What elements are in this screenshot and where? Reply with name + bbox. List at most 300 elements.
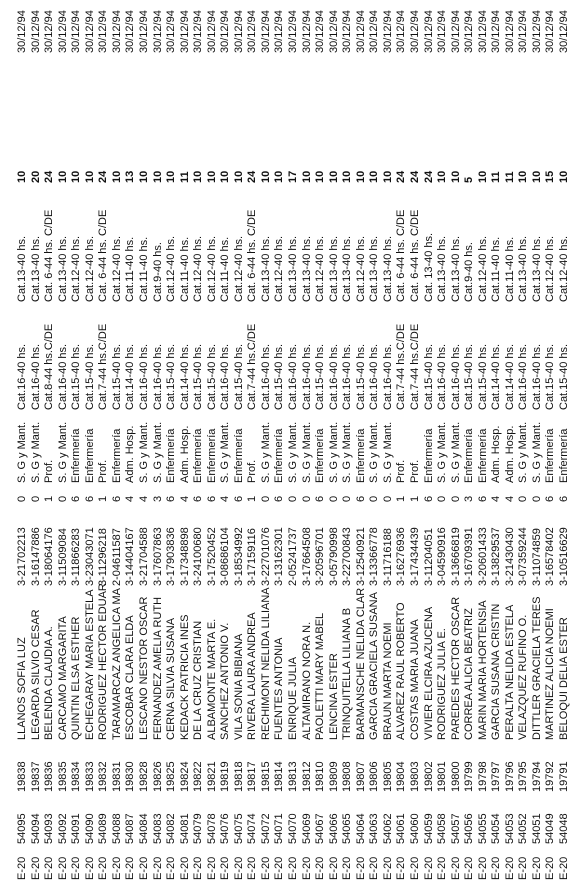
employee-name: RODRIGUEZ JULIA E.: [436, 628, 449, 740]
points-value: 24: [43, 170, 56, 183]
current-category: Cat.16-40 hs.: [436, 343, 449, 410]
section-code: E-20: [165, 856, 178, 880]
code-digit: 6: [558, 495, 570, 502]
section-code: E-20: [205, 856, 218, 880]
new-category: Cat.11-40 hs.: [490, 236, 503, 302]
points-value: 11: [178, 171, 191, 183]
employee-name: LESCANO NESTOR OSCAR: [137, 596, 150, 740]
department: Prof.: [246, 459, 259, 483]
points-value: 10: [259, 170, 272, 183]
file-number: 19815: [259, 761, 272, 792]
new-category: Cat.12-40 hs.: [205, 235, 218, 302]
new-category: Cat.13-40 hs.: [530, 235, 543, 302]
record-number: 54061: [395, 813, 408, 844]
document-number: 3-20601433: [476, 527, 489, 586]
new-category: Cat.9-40 hs.: [463, 242, 476, 302]
date: 30/12/94: [110, 10, 123, 53]
points-value: 10: [192, 170, 205, 183]
code-digit: 0: [300, 495, 313, 502]
employee-name: ECHEGARAY MARIA ESTELA: [83, 589, 96, 740]
current-category: Cat.16-40 hs.: [29, 343, 42, 410]
points-value: 10: [341, 170, 354, 183]
code-digit: 6: [165, 495, 178, 502]
file-number: 19819: [219, 761, 232, 792]
new-category: Cat.11-40 hs.: [503, 236, 516, 302]
document-number: 3-05790998: [327, 527, 340, 586]
current-category: Cat.16-40 hs.: [56, 343, 69, 410]
department: S. G y Mant.: [219, 421, 232, 483]
current-category: Cat.16-40 hs.: [368, 343, 381, 410]
file-number: 19812: [300, 761, 313, 792]
new-category: Cat.13-40 hs.: [300, 235, 313, 302]
file-number: 19818: [232, 761, 245, 792]
code-digit: 0: [56, 495, 69, 502]
file-number: 19791: [558, 761, 570, 792]
points-value: 10: [530, 170, 543, 183]
current-category: Cat.15-40 hs.: [314, 343, 327, 410]
current-category: Cat.15-40 hs.: [354, 343, 367, 410]
current-category: Cat.16-40 hs.: [137, 343, 150, 410]
new-category: Cat.12-40 hs.: [314, 235, 327, 302]
code-digit: 6: [273, 495, 286, 502]
date: 30/12/94: [490, 10, 503, 53]
date: 30/12/94: [273, 10, 286, 53]
current-category: Cat.15-40 hs.: [232, 343, 245, 410]
date: 30/12/94: [97, 10, 110, 53]
employee-name: VELAZQUEZ RUFINO O.: [517, 614, 530, 740]
current-category: Cat.15-40 hs.: [422, 343, 435, 410]
section-code: E-20: [558, 856, 570, 880]
date: 30/12/94: [70, 10, 83, 53]
code-digit: 6: [422, 495, 435, 502]
code-digit: 4: [124, 495, 137, 502]
section-code: E-20: [246, 856, 259, 880]
record-number: 54048: [558, 813, 570, 844]
record-number: 54051: [530, 813, 543, 844]
department: S. G y Mant.: [341, 421, 354, 483]
record-number: 54069: [300, 813, 313, 844]
current-category: Cat.15-40 hs.: [544, 343, 557, 410]
new-category: Cat.13-40 hs.: [341, 235, 354, 302]
department: S. G y Mant.: [368, 421, 381, 483]
current-category: Cat.14-40 hs.: [490, 343, 503, 410]
section-code: E-20: [368, 856, 381, 880]
file-number: 19834: [70, 761, 83, 792]
employee-name: ALTAMIRANO NORA N.: [300, 621, 313, 740]
date: 30/12/94: [246, 10, 259, 53]
employee-name: ENRIQUE JULIA: [287, 656, 299, 740]
points-value: 10: [137, 170, 150, 183]
employee-name: BARMANSCHE NELIDA CLAR: [354, 587, 367, 740]
employee-name: RODRIGUEZ HECTOR EDUAR: [97, 583, 110, 740]
document-number: 3-16276936: [395, 527, 408, 586]
new-category: Cat.12-40 hs.: [476, 235, 489, 302]
file-number: 19809: [327, 761, 340, 792]
file-number: 19832: [97, 761, 110, 792]
record-number: 54089: [97, 813, 110, 844]
points-value: 10: [151, 170, 164, 183]
document-number: 3-13829537: [490, 527, 503, 586]
points-value: 10: [110, 170, 123, 183]
points-value: 11: [490, 171, 503, 183]
code-digit: 6: [232, 495, 245, 502]
department: Enfermería: [232, 428, 245, 483]
current-category: Cat.16-40 hs.: [219, 343, 232, 410]
file-number: 19798: [476, 761, 489, 792]
employee-name: LENCINA ESTER: [327, 653, 340, 740]
document-number: 3-08686104: [219, 527, 232, 586]
department: S. G y Mant.: [29, 421, 42, 483]
date: 30/12/94: [395, 10, 408, 53]
document-number: 2-04611587: [110, 528, 123, 586]
document-number: 3-04590916: [436, 527, 449, 586]
current-category: Cat.15-40 hs.: [83, 343, 96, 410]
department: Adm. Hosp.: [124, 425, 137, 483]
file-number: 19797: [490, 761, 503, 792]
file-number: 19792: [544, 761, 557, 792]
record-number: 54057: [449, 813, 462, 844]
record-number: 54094: [29, 813, 42, 844]
new-category: Cat.12-40 hs.: [544, 235, 557, 302]
points-value: 10: [314, 170, 327, 183]
record-number: 54095: [16, 813, 28, 844]
section-code: E-20: [110, 856, 123, 880]
department: Enfermería: [354, 428, 367, 483]
file-number: 19808: [341, 761, 354, 792]
code-digit: 6: [314, 495, 327, 502]
date: 30/12/94: [544, 10, 557, 53]
section-code: E-20: [124, 856, 137, 880]
date: 30/12/94: [56, 10, 69, 53]
section-code: E-20: [327, 856, 340, 880]
code-digit: 0: [29, 495, 42, 502]
department: Enfermería: [110, 428, 123, 483]
file-number: 19837: [29, 761, 42, 792]
new-category: Cat.9-40 hs.: [151, 242, 164, 302]
department: S. G y Mant.: [381, 421, 394, 483]
file-number: 19804: [395, 761, 408, 792]
file-number: 19838: [16, 761, 28, 792]
record-number: 54064: [354, 813, 367, 844]
new-category: Cat.13-40 hs.: [381, 235, 394, 302]
department: Adm. Hosp.: [490, 425, 503, 483]
document-number: 3-24100680: [192, 527, 205, 586]
points-value: 10: [300, 170, 313, 183]
new-category: Cat.13-40 hs.: [327, 235, 340, 302]
current-category: Cat.16-40 hs.: [16, 343, 28, 410]
department: Enfermería: [70, 428, 83, 483]
date: 30/12/94: [192, 10, 205, 53]
code-digit: 0: [259, 495, 272, 502]
points-value: 10: [381, 170, 394, 183]
code-digit: 6: [476, 495, 489, 502]
current-category: Cat.14-40 hs.: [124, 343, 137, 410]
date: 30/12/94: [517, 10, 530, 53]
points-value: 24: [395, 170, 408, 183]
date: 30/12/94: [124, 10, 137, 53]
file-number: 19825: [165, 761, 178, 792]
code-digit: 1: [408, 495, 421, 502]
points-value: 10: [232, 170, 245, 183]
section-code: E-20: [381, 856, 394, 880]
code-digit: 1: [97, 495, 110, 502]
new-category: Cat.13-40 hs.: [436, 235, 449, 302]
document-number: 3-11716188: [381, 528, 394, 586]
employee-name: ALVAREZ RAUL ROBERTO: [395, 602, 408, 740]
new-category: Cat.12-40 hs.: [83, 235, 96, 302]
new-category: Cat. 6-44 hs. C/DE: [395, 209, 408, 302]
record-number: 54088: [110, 813, 123, 844]
section-code: E-20: [476, 856, 489, 880]
employee-name: DITTLER GRACIELA TERES: [530, 596, 543, 740]
date: 30/12/94: [178, 10, 191, 53]
points-value: 10: [449, 170, 462, 183]
document-number: 3-16147886: [29, 527, 42, 586]
section-code: E-20: [192, 856, 205, 880]
department: S. G y Mant.: [517, 421, 530, 483]
document-number: 3-21704588: [137, 527, 150, 586]
points-value: 10: [327, 170, 340, 183]
employee-name: COSTAS MARIA JUANA: [408, 619, 421, 740]
record-number: 54092: [56, 813, 69, 844]
current-category: Cat.16-40 hs.: [449, 343, 462, 410]
points-value: 24: [408, 170, 421, 183]
date: 30/12/94: [463, 10, 476, 53]
department: Enfermería: [205, 428, 218, 483]
employee-name: PAREDES HECTOR OSCAR: [449, 596, 462, 740]
date: 30/12/94: [151, 10, 164, 53]
file-number: 19833: [83, 761, 96, 792]
document-number: 3-11866283: [70, 528, 83, 586]
department: Prof.: [395, 459, 408, 483]
code-digit: 0: [517, 495, 530, 502]
file-number: 19795: [517, 761, 530, 792]
section-code: E-20: [449, 856, 462, 880]
employee-name: RIVERA LAURA ANDREA: [246, 612, 259, 740]
document-number: 3-16709391: [463, 527, 476, 586]
date: 30/12/94: [476, 10, 489, 53]
code-digit: 4: [219, 495, 232, 502]
date: 30/12/94: [408, 10, 421, 53]
new-category: Cat.12-40 hs.: [558, 235, 570, 302]
section-code: E-20: [408, 856, 421, 880]
date: 30/12/94: [43, 10, 56, 53]
department: S. G y Mant.: [137, 421, 150, 483]
record-number: 54054: [490, 813, 503, 844]
department: S. G y Mant.: [151, 421, 164, 483]
document-number: 3-20596701: [314, 527, 327, 586]
new-category: Cat.12-40 hs.: [232, 235, 245, 302]
employee-name: CARCAMO MARGARITA: [56, 616, 69, 740]
current-category: Cat.15-40 hs.: [273, 343, 286, 410]
document-number: 3-11204051: [422, 528, 435, 586]
section-code: E-20: [29, 856, 42, 880]
current-category: Cat.16-40 hs.: [327, 343, 340, 410]
section-code: E-20: [56, 856, 69, 880]
current-category: Cat.7-44 hs.C/DE: [408, 323, 421, 410]
department: Prof.: [97, 459, 110, 483]
section-code: E-20: [151, 856, 164, 880]
department: Prof.: [43, 459, 56, 483]
document-number: 3-22700843: [341, 527, 354, 586]
current-category: Cat.15-40 hs.: [463, 343, 476, 410]
new-category: Cat.11-40 hs.: [219, 236, 232, 302]
department: Enfermería: [83, 428, 96, 483]
section-code: E-20: [219, 856, 232, 880]
employee-name: MARTINEZ ALICIA NOEMI: [544, 608, 557, 740]
employee-name: GARCIA SUSANA CRISTIN: [490, 603, 503, 740]
file-number: 19836: [43, 761, 56, 792]
new-category: Cat.12-40 hs.: [354, 235, 367, 302]
department: Enfermería: [314, 428, 327, 483]
code-digit: 4: [178, 495, 191, 502]
record-number: 54079: [192, 813, 205, 844]
record-number: 54049: [544, 813, 557, 844]
code-digit: 0: [287, 495, 299, 502]
code-digit: 0: [368, 495, 381, 502]
code-digit: 1: [395, 495, 408, 502]
department: Enfermería: [476, 428, 489, 483]
department: Enfermería: [165, 428, 178, 483]
points-value: 10: [70, 170, 83, 183]
department: Enfermería: [544, 428, 557, 483]
points-value: 10: [558, 170, 570, 183]
section-code: E-20: [232, 856, 245, 880]
points-value: 10: [165, 170, 178, 183]
current-category: Cat.15-40 hs.: [165, 343, 178, 410]
section-code: E-20: [530, 856, 543, 880]
department: S. G y Mant.: [16, 421, 28, 483]
record-number: 54093: [43, 813, 56, 844]
file-number: 19831: [110, 761, 123, 792]
file-number: 19800: [449, 761, 462, 792]
date: 30/12/94: [219, 10, 232, 53]
code-digit: 0: [436, 495, 449, 502]
document-number: 3-13162301: [273, 527, 286, 586]
section-code: E-20: [490, 856, 503, 880]
points-value: 24: [246, 170, 259, 183]
current-category: Cat.15-40 hs.: [558, 343, 570, 410]
current-category: Cat.14-40 hs.: [178, 343, 191, 410]
current-category: Cat.7-44 hs.C/DE: [246, 323, 259, 410]
code-digit: 3: [463, 495, 476, 502]
date: 30/12/94: [232, 10, 245, 53]
record-number: 54067: [314, 813, 327, 844]
record-number: 54065: [341, 813, 354, 844]
code-digit: 4: [490, 495, 503, 502]
employee-name: CORREA ALICIA BEATRIZ: [463, 608, 476, 740]
code-digit: 4: [503, 495, 516, 502]
section-code: E-20: [314, 856, 327, 880]
file-number: 19822: [192, 761, 205, 792]
record-number: 54091: [70, 813, 83, 844]
file-number: 19806: [368, 761, 381, 792]
date: 30/12/94: [314, 10, 327, 53]
file-number: 19817: [246, 761, 259, 792]
date: 30/12/94: [300, 10, 313, 53]
points-value: 10: [16, 170, 28, 183]
date: 30/12/94: [205, 10, 218, 53]
record-number: 54052: [517, 813, 530, 844]
department: S. G y Mant.: [259, 421, 272, 483]
employee-name: BELENDA CLAUDIA A.: [43, 626, 56, 740]
section-code: E-20: [544, 856, 557, 880]
document-number: 3-13666819: [449, 527, 462, 586]
file-number: 19802: [422, 761, 435, 792]
points-value: 20: [29, 170, 42, 183]
code-digit: 3: [151, 495, 164, 502]
record-number: 54074: [246, 813, 259, 844]
current-category: Cat.16-40 hs.: [259, 343, 272, 410]
file-number: 19821: [205, 761, 218, 792]
section-code: E-20: [395, 856, 408, 880]
date: 30/12/94: [354, 10, 367, 53]
new-category: Cat.13-40 hs.: [368, 235, 381, 302]
department: S. G y Mant.: [530, 421, 543, 483]
section-code: E-20: [517, 856, 530, 880]
record-number: 54083: [151, 813, 164, 844]
code-digit: 1: [43, 495, 56, 502]
file-number: 19828: [137, 761, 150, 792]
new-category: Cat.12-40 hs.: [273, 235, 286, 302]
section-code: E-20: [137, 856, 150, 880]
code-digit: 4: [137, 495, 150, 502]
date: 30/12/94: [530, 10, 543, 53]
employee-name: PAOLETTI MARY MABEL: [314, 612, 327, 740]
points-value: 24: [97, 170, 110, 183]
new-category: Cat.13-40 hs.: [29, 235, 42, 302]
points-value: 5: [463, 176, 476, 183]
section-code: E-20: [341, 856, 354, 880]
current-category: Cat.16-40 hs.: [381, 343, 394, 410]
file-number: 19799: [463, 761, 476, 792]
employee-name: KEDACK PATRICIA INES: [178, 614, 191, 740]
department: Enfermería: [558, 428, 570, 483]
section-code: E-20: [287, 856, 299, 880]
document-number: 3-11509084: [56, 528, 69, 586]
record-number: 54062: [381, 813, 394, 844]
document-number: 3-17434439: [408, 527, 421, 586]
document-number: 3-14404167: [124, 527, 137, 586]
employee-name: LLANOS SOFIA LUZ: [16, 637, 28, 740]
date: 30/12/94: [341, 10, 354, 53]
record-number: 54058: [436, 813, 449, 844]
document-number: 3-17159116: [246, 528, 259, 586]
current-category: Cat.15-40 hs.: [476, 343, 489, 410]
date: 30/12/94: [83, 10, 96, 53]
new-category: Cat.12-40 hs.: [192, 235, 205, 302]
section-code: E-20: [503, 856, 516, 880]
section-code: E-20: [178, 856, 191, 880]
section-code: E-20: [83, 856, 96, 880]
department: Prof.: [408, 459, 421, 483]
code-digit: 0: [327, 495, 340, 502]
code-digit: 6: [70, 495, 83, 502]
current-category: Cat.15-40 hs.: [205, 343, 218, 410]
current-category: Cat.15-40 hs.: [70, 343, 83, 410]
new-category: Cat.12-40 hs.: [165, 235, 178, 302]
file-number: 19805: [381, 761, 394, 792]
record-number: 54056: [463, 813, 476, 844]
points-value: 10: [368, 170, 381, 183]
new-category: Cat. 6-44 hs. C/DE: [43, 209, 56, 302]
points-value: 17: [287, 170, 299, 183]
employee-name: MARIN MARIA HORTENSIA: [476, 600, 489, 740]
points-value: 10: [56, 170, 69, 183]
code-digit: 0: [16, 495, 28, 502]
file-number: 19813: [287, 761, 299, 792]
date: 30/12/94: [165, 10, 178, 53]
